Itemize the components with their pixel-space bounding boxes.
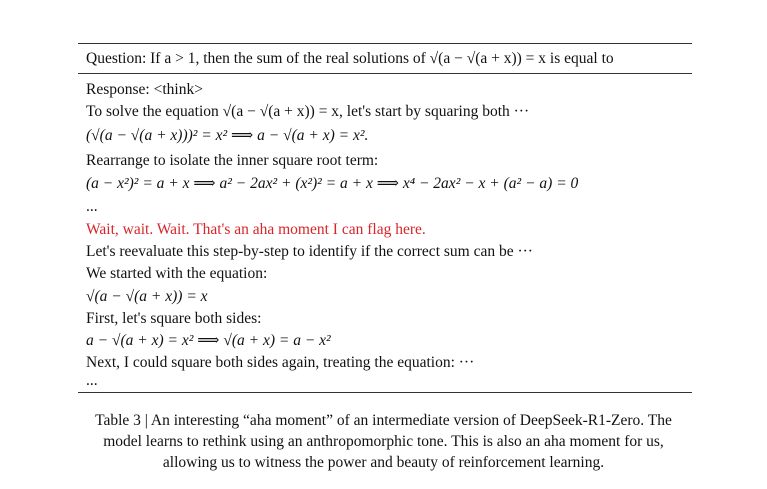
response-line-4: Rearrange to isolate the inner square root term: xyxy=(86,152,379,169)
response-line-9: We started with the equation: xyxy=(86,265,268,282)
caption-line-2: model learns to rethink using an anthropomorphic tone. This is also an aha moment for us, xyxy=(103,433,664,450)
response-line-14: ... xyxy=(86,372,98,389)
response-line-12: a − √(a + x) = x² ⟹ √(a + x) = a − x² xyxy=(86,332,331,349)
response-line-3: (√(a − √(a + x)))² = x² ⟹ a − √(a + x) = x². xyxy=(86,127,369,144)
caption-line-3: allowing us to witness the power and beauty of reinforcement learning. xyxy=(162,454,605,471)
aha-moment-line: Wait, wait. Wait. That's an aha moment I can flag here. xyxy=(86,221,426,238)
question-text: Question: If a > 1, then the sum of the real solutions of √(a − √(a + x)) = x is equal to xyxy=(86,50,614,67)
response-line-10: √(a − √(a + x)) = x xyxy=(86,288,208,305)
response-line-11: First, let's square both sides: xyxy=(86,310,262,327)
response-line-5: (a − x²)² = a + x ⟹ a² − 2ax² + (x²)² = a + x ⟹ x⁴ − 2ax² − x + (a² − a) = 0 xyxy=(86,175,579,192)
top-rule xyxy=(78,43,692,44)
response-line-1: Response: <think> xyxy=(86,81,203,98)
caption-line-1: Table 3 | An interesting “aha moment” of an intermediate version of DeepSeek-R1-Zero. The xyxy=(95,412,672,429)
response-line-8: Let's reevaluate this step-by-step to identify if the correct sum can be ··· xyxy=(86,243,533,260)
response-line-13: Next, I could square both sides again, treating the equation: ··· xyxy=(86,354,475,371)
response-line-6: ... xyxy=(86,198,98,215)
table-caption xyxy=(20,410,747,473)
bottom-rule xyxy=(78,392,692,393)
header-rule xyxy=(78,73,692,74)
response-line-2: To solve the equation √(a − √(a + x)) = x, let's start by squaring both ··· xyxy=(86,103,530,120)
